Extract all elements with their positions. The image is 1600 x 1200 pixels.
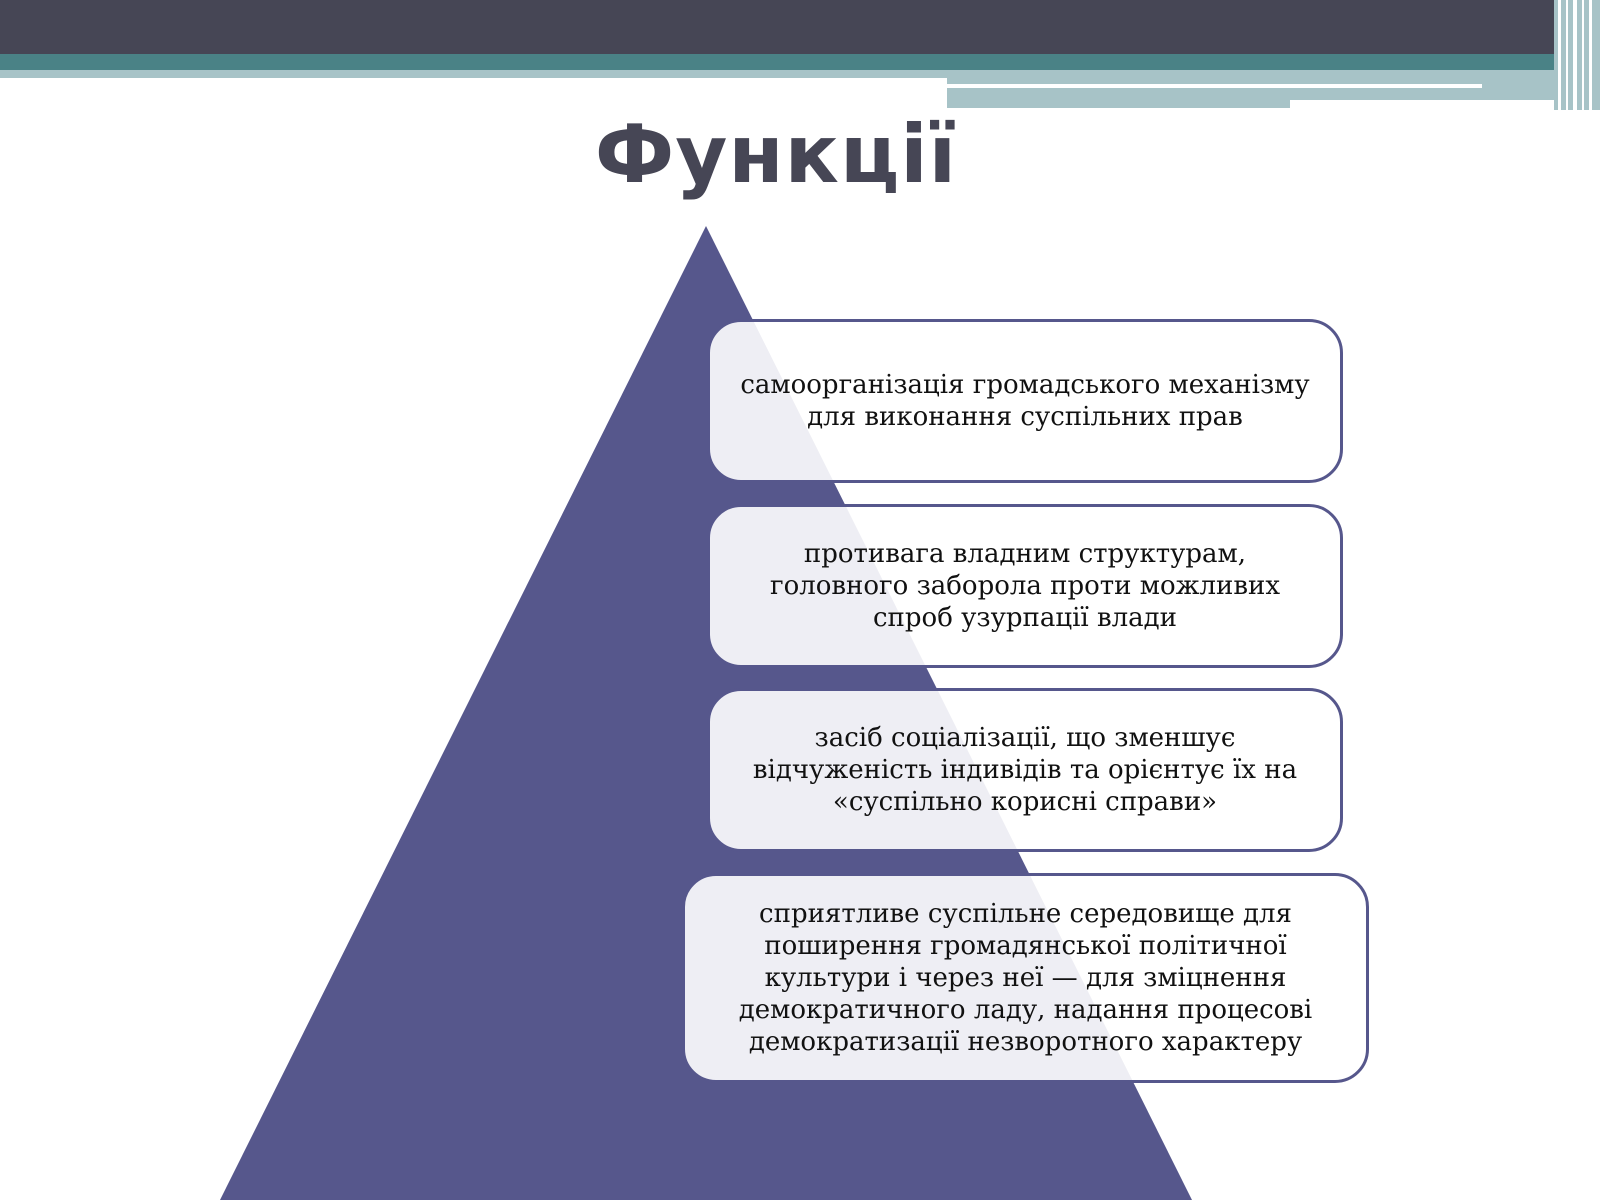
function-box-environment: [682, 873, 1369, 1083]
function-box-socialization: [707, 688, 1343, 852]
page-title: Функції: [594, 108, 958, 201]
function-box-counterweight: [707, 504, 1343, 668]
function-box-self-organization: [707, 319, 1343, 483]
function-text: засіб соціалізації, що зменшує відчуженість індивідів та орієнтує їх на «суспільно корисні справи»: [752, 723, 1298, 817]
function-text: самоорганізація громадського механізму для виконання суспільних прав: [740, 370, 1310, 432]
function-text: сприятливе суспільне середовище для поширення громадянської політичної культури і через неї — для зміцнення демократичного ладу, надання процесові демократизації незворотного характеру: [738, 899, 1313, 1057]
function-text: противага владним структурам, головного заборола проти можливих спроб узурпації влади: [769, 539, 1281, 633]
